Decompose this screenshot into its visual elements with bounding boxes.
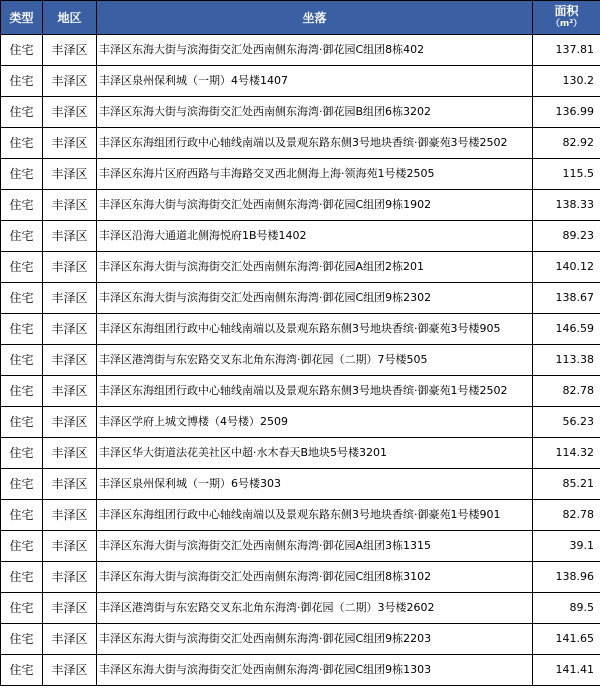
cell-size: 39.1: [533, 531, 600, 562]
table-row: [1, 624, 600, 655]
table-row: [1, 66, 600, 97]
cell-district: 丰泽区: [43, 500, 97, 531]
cell-type: 住宅: [1, 655, 43, 686]
cell-district: 丰泽区: [43, 314, 97, 345]
header-size: [533, 1, 600, 35]
cell-location: 丰泽区东海大街与滨海街交汇处西南侧东海湾·御花园C组团9栋2203: [97, 624, 533, 655]
table-row: [1, 469, 600, 500]
cell-location: 丰泽区港湾街与东宏路交叉东北角东海湾·御花园（二期）7号楼505: [97, 345, 533, 376]
table-row: [1, 221, 600, 252]
table-row: [1, 593, 600, 624]
cell-size: 138.67: [533, 283, 600, 314]
cell-type: 住宅: [1, 345, 43, 376]
cell-type: 住宅: [1, 283, 43, 314]
cell-type: 住宅: [1, 407, 43, 438]
cell-size: 140.12: [533, 252, 600, 283]
table-row: [1, 128, 600, 159]
cell-type: 住宅: [1, 128, 43, 159]
cell-district: 丰泽区: [43, 376, 97, 407]
table-row: [1, 376, 600, 407]
table-row: [1, 190, 600, 221]
cell-size: 115.5: [533, 159, 600, 190]
cell-district: 丰泽区: [43, 345, 97, 376]
cell-district: 丰泽区: [43, 593, 97, 624]
cell-location: 丰泽区东海组团行政中心轴线南端以及景观东路东侧3号地块香缤·御豪苑1号楼901: [97, 500, 533, 531]
cell-location: 丰泽区东海大街与滨海街交汇处西南侧东海湾·御花园A组团3栋1315: [97, 531, 533, 562]
cell-location: 丰泽区东海片区府西路与丰海路交叉西北侧海上海·领海苑1号楼2505: [97, 159, 533, 190]
cell-location: 丰泽区东海大街与滨海街交汇处西南侧东海湾·御花园C组团9栋1902: [97, 190, 533, 221]
cell-location: 丰泽区东海大街与滨海街交汇处西南侧东海湾·御花园B组团6栋3202: [97, 97, 533, 128]
cell-district: 丰泽区: [43, 531, 97, 562]
table-row: [1, 562, 600, 593]
cell-type: 住宅: [1, 438, 43, 469]
cell-district: 丰泽区: [43, 407, 97, 438]
cell-size: 138.96: [533, 562, 600, 593]
cell-district: 丰泽区: [43, 655, 97, 686]
cell-district: 丰泽区: [43, 35, 97, 66]
cell-type: 住宅: [1, 252, 43, 283]
cell-district: 丰泽区: [43, 283, 97, 314]
table-row: [1, 314, 600, 345]
cell-location: 丰泽区东海组团行政中心轴线南端以及景观东路东侧3号地块香缤·御豪苑3号楼905: [97, 314, 533, 345]
cell-location: 丰泽区东海大街与滨海街交汇处西南侧东海湾·御花园C组团8栋3102: [97, 562, 533, 593]
header-location: 坐落: [97, 1, 533, 35]
cell-location: 丰泽区港湾街与东宏路交叉东北角东海湾·御花园（二期）3号楼2602: [97, 593, 533, 624]
cell-type: 住宅: [1, 97, 43, 128]
cell-location: 丰泽区学府上城文博楼（4号楼）2509: [97, 407, 533, 438]
table-row: [1, 97, 600, 128]
cell-district: 丰泽区: [43, 469, 97, 500]
cell-district: 丰泽区: [43, 624, 97, 655]
cell-location: 丰泽区东海组团行政中心轴线南端以及景观东路东侧3号地块香缤·御豪苑3号楼2502: [97, 128, 533, 159]
cell-size: 113.38: [533, 345, 600, 376]
cell-location: 丰泽区东海大街与滨海街交汇处西南侧东海湾·御花园C组团9栋1303: [97, 655, 533, 686]
table-row: [1, 283, 600, 314]
cell-location: 丰泽区泉州保利城（一期）4号楼1407: [97, 66, 533, 97]
cell-type: 住宅: [1, 593, 43, 624]
cell-size: 141.65: [533, 624, 600, 655]
header-district: 地区: [43, 1, 97, 35]
cell-type: 住宅: [1, 469, 43, 500]
cell-size: 114.32: [533, 438, 600, 469]
table-row: [1, 159, 600, 190]
table-row: [1, 407, 600, 438]
cell-district: 丰泽区: [43, 221, 97, 252]
cell-location: 丰泽区东海大街与滨海街交汇处西南侧东海湾·御花园C组团8栋402: [97, 35, 533, 66]
cell-location: 丰泽区泉州保利城（一期）6号楼303: [97, 469, 533, 500]
cell-size: 137.81: [533, 35, 600, 66]
cell-type: 住宅: [1, 35, 43, 66]
header-size-unit: （m²）: [550, 18, 583, 29]
header-size-label: 面积: [554, 3, 579, 18]
table-row: [1, 438, 600, 469]
cell-district: 丰泽区: [43, 252, 97, 283]
cell-location: 丰泽区华大街道法花美社区中超·水木春天B地块5号楼3201: [97, 438, 533, 469]
table-row: [1, 252, 600, 283]
cell-size: 130.2: [533, 66, 600, 97]
cell-size: 146.59: [533, 314, 600, 345]
header-type: 类型: [1, 1, 43, 35]
cell-type: 住宅: [1, 66, 43, 97]
cell-size: 82.92: [533, 128, 600, 159]
cell-size: 89.23: [533, 221, 600, 252]
cell-type: 住宅: [1, 221, 43, 252]
cell-district: 丰泽区: [43, 66, 97, 97]
cell-size: 82.78: [533, 500, 600, 531]
cell-location: 丰泽区东海大街与滨海街交汇处西南侧东海湾·御花园C组团9栋2302: [97, 283, 533, 314]
cell-type: 住宅: [1, 159, 43, 190]
cell-size: 136.99: [533, 97, 600, 128]
table-row: [1, 500, 600, 531]
header-row: [1, 1, 600, 35]
cell-district: 丰泽区: [43, 97, 97, 128]
cell-district: 丰泽区: [43, 562, 97, 593]
cell-district: 丰泽区: [43, 190, 97, 221]
cell-size: 141.41: [533, 655, 600, 686]
cell-size: 85.21: [533, 469, 600, 500]
cell-size: 82.78: [533, 376, 600, 407]
table-row: [1, 345, 600, 376]
cell-size: 89.5: [533, 593, 600, 624]
table-header: [1, 1, 600, 35]
cell-district: 丰泽区: [43, 159, 97, 190]
cell-size: 138.33: [533, 190, 600, 221]
cell-type: 住宅: [1, 190, 43, 221]
cell-location: 丰泽区东海组团行政中心轴线南端以及景观东路东侧3号地块香缤·御豪苑1号楼2502: [97, 376, 533, 407]
table-row: [1, 35, 600, 66]
cell-type: 住宅: [1, 531, 43, 562]
cell-type: 住宅: [1, 376, 43, 407]
cell-district: 丰泽区: [43, 438, 97, 469]
table-row: [1, 655, 600, 686]
cell-type: 住宅: [1, 624, 43, 655]
cell-type: 住宅: [1, 562, 43, 593]
cell-district: 丰泽区: [43, 128, 97, 159]
table-body: [1, 35, 600, 686]
table-row: [1, 531, 600, 562]
cell-type: 住宅: [1, 500, 43, 531]
cell-location: 丰泽区沿海大通道北侧海悦府1B号楼1402: [97, 221, 533, 252]
cell-location: 丰泽区东海大街与滨海街交汇处西南侧东海湾·御花园A组团2栋201: [97, 252, 533, 283]
cell-type: 住宅: [1, 314, 43, 345]
cell-size: 56.23: [533, 407, 600, 438]
